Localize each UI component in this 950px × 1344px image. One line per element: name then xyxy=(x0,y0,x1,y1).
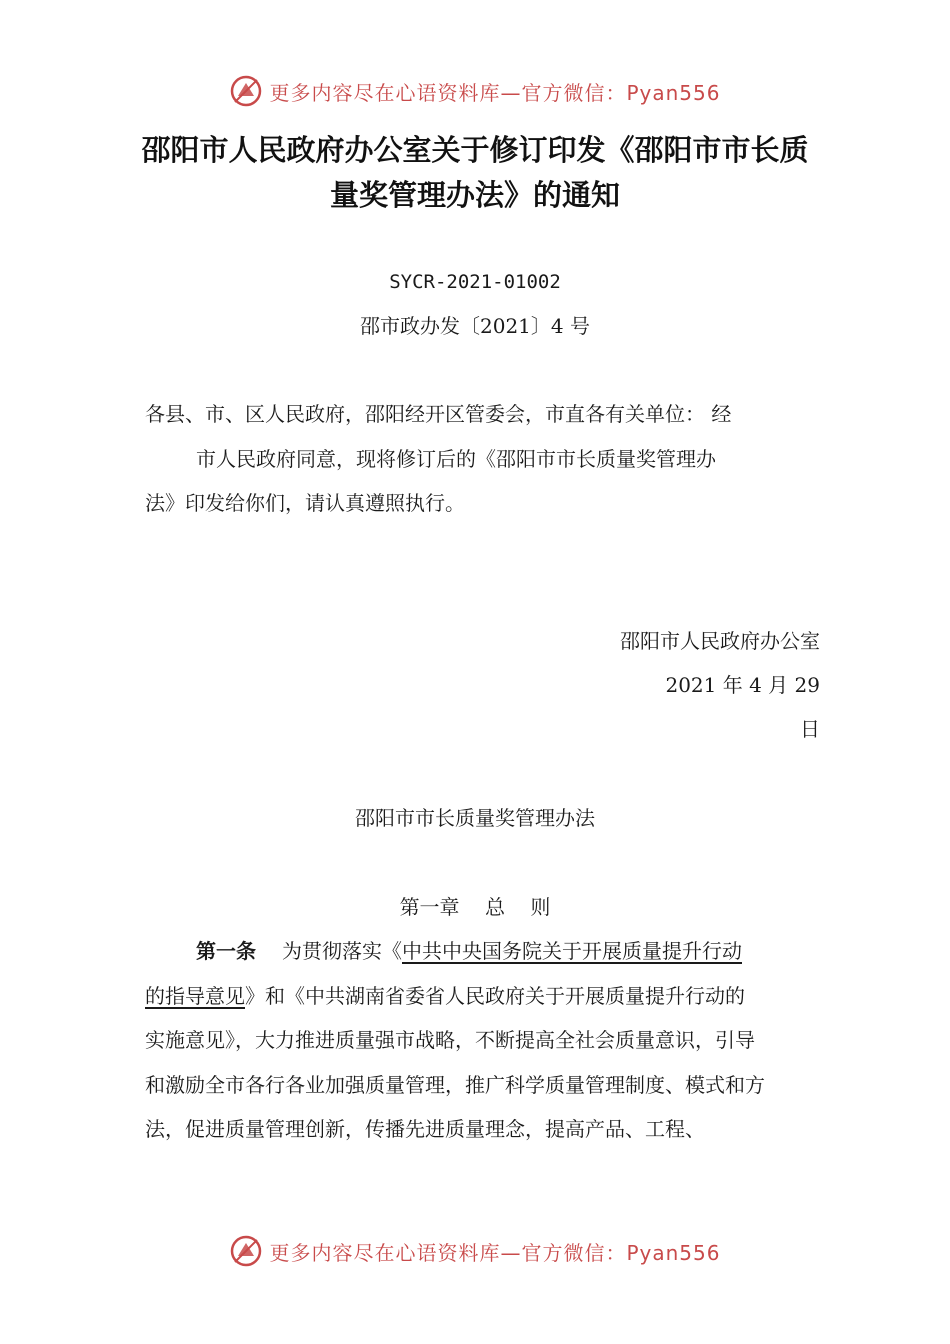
article-1-line-4: 和激励全市各行各业加强质量管理，推广科学质量管理制度、模式和方 xyxy=(145,1073,765,1097)
watermark-footer xyxy=(0,1234,950,1268)
addressee: 各县、市、区人民政府，邵阳经开区管委会，市直各有关单位： 经 xyxy=(145,402,732,426)
watermark-text: 更多内容尽在心语资料库—官方微信：Pyan556 xyxy=(269,1240,721,1265)
title-line-2: 量奖管理办法》的通知 xyxy=(329,178,620,212)
page-title xyxy=(140,128,810,218)
body-line-2: 法》印发给你们，请认真遵照执行。 xyxy=(145,491,465,515)
issue-date-day: 日 xyxy=(800,717,820,741)
issue-date: 2021 年 4 月 29 xyxy=(665,673,820,697)
rules-title: 邵阳市市长质量奖管理办法 xyxy=(355,806,595,830)
article-text: 》和《中共湖南省委省人民政府关于开展质量提升行动的 xyxy=(245,984,745,1008)
watermark-text: 更多内容尽在心语资料库—官方微信：Pyan556 xyxy=(269,80,721,105)
title-line-1: 邵阳市人民政府办公室关于修订印发《邵阳市市长质 xyxy=(141,133,809,167)
document-code: SYCR-2021-01002 xyxy=(389,271,561,293)
watermark-header xyxy=(0,74,950,108)
article-1-line-3: 实施意见》，大力推进质量强市战略，不断提高全社会质量意识，引导 xyxy=(145,1028,755,1052)
brand-logo-icon xyxy=(229,74,263,108)
policy-link-continued[interactable]: 的指导意见 xyxy=(145,984,245,1008)
body-line-1: 市人民政府同意，现将修订后的《邵阳市市长质量奖管理办 xyxy=(196,447,716,471)
article-label: 第一条 xyxy=(196,939,256,963)
article-1-line-1 xyxy=(196,938,742,964)
policy-link[interactable]: 中共中央国务院关于开展质量提升行动 xyxy=(402,939,742,963)
document-number: 邵市政办发〔2021〕4 号 xyxy=(360,314,590,338)
brand-logo-icon xyxy=(229,1234,263,1268)
article-1-line-5: 法，促进质量管理创新，传播先进质量理念，提高产品、工程、 xyxy=(145,1117,705,1141)
article-text: 为贯彻落实《 xyxy=(282,939,402,963)
article-1-line-2 xyxy=(145,983,745,1009)
chapter-heading: 第一章 总 则 xyxy=(399,895,551,919)
issuer: 邵阳市人民政府办公室 xyxy=(620,629,820,653)
